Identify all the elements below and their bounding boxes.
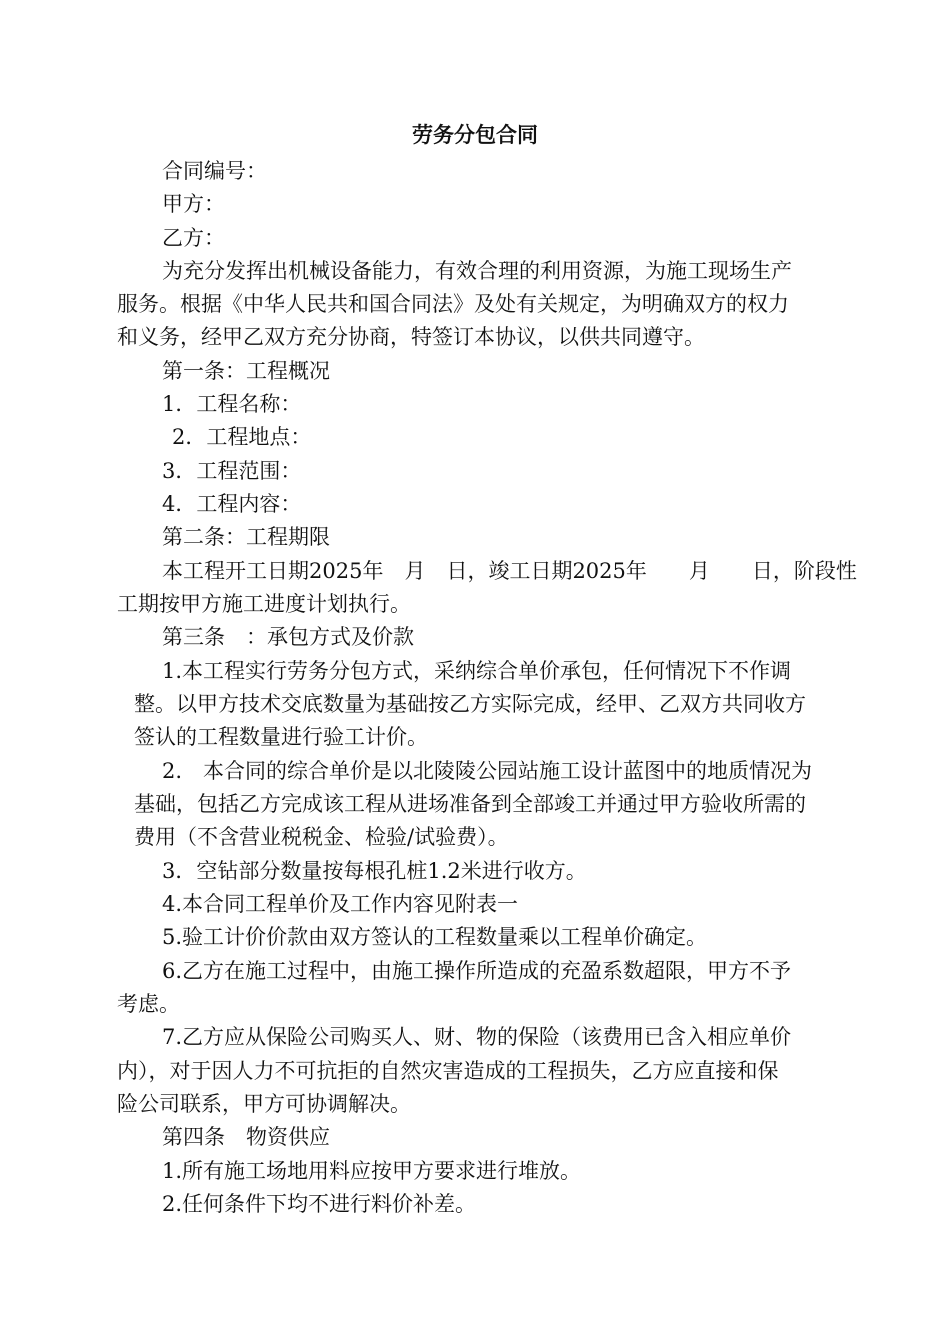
clause-3-2-line-3: 费用（不含营业税税金、检验/试验费）。 bbox=[134, 825, 509, 849]
preamble-line-2: 服务。根据《中华人民共和国合同法》及处有关规定，为明确双方的权力 bbox=[117, 292, 789, 316]
duration-line-1: 本工程开工日期2025年 月 日，竣工日期2025年 月 日，阶段性 bbox=[162, 559, 857, 583]
clause-3-3: 3．空钻部分数量按每根孔桩1.2米进行收方。 bbox=[162, 859, 587, 883]
article-4-heading: 第四条 物资供应 bbox=[162, 1125, 330, 1149]
clause-3-1-line-1: 1.本工程实行劳务分包方式，采纳综合单价承包，任何情况下不作调 bbox=[162, 659, 792, 683]
contract-number-line: 合同编号： bbox=[162, 159, 267, 183]
clause-3-6-line-1: 6.乙方在施工过程中，由施工操作所造成的充盈系数超限，甲方不予 bbox=[162, 959, 792, 983]
article-2-heading: 第二条：工程期限 bbox=[162, 525, 330, 549]
clause-3-1-line-2: 整。以甲方技术交底数量为基础按乙方实际完成，经甲、乙双方共同收方 bbox=[134, 692, 806, 716]
clause-3-7-line-3: 险公司联系，甲方可协调解决。 bbox=[117, 1092, 411, 1116]
project-name-line: 1．工程名称： bbox=[162, 392, 302, 416]
project-location-line: 2．工程地点： bbox=[172, 425, 312, 449]
clause-3-5: 5.验工计价价款由双方签认的工程数量乘以工程单价确定。 bbox=[162, 925, 708, 949]
clause-3-7-line-2: 内），对于因人力不可抗拒的自然灾害造成的工程损失，乙方应直接和保 bbox=[117, 1059, 779, 1083]
clause-3-2-line-2: 基础，包括乙方完成该工程从进场准备到全部竣工并通过甲方验收所需的 bbox=[134, 792, 806, 816]
clause-3-6-line-2: 考虑。 bbox=[117, 992, 180, 1016]
clause-3-2-line-1: 2. 本合同的综合单价是以北陵陵公园站施工设计蓝图中的地质情况为 bbox=[162, 759, 813, 783]
project-content-line: 4．工程内容： bbox=[162, 492, 302, 516]
clause-4-1: 1.所有施工场地用料应按甲方要求进行堆放。 bbox=[162, 1159, 582, 1183]
duration-line-2: 工期按甲方施工进度计划执行。 bbox=[117, 592, 411, 616]
article-1-heading: 第一条：工程概况 bbox=[162, 359, 330, 383]
clause-3-4: 4.本合同工程单价及工作内容见附表一 bbox=[162, 892, 519, 916]
clause-4-2: 2.任何条件下均不进行料价补差。 bbox=[162, 1192, 477, 1216]
article-3-heading: 第三条 ：承包方式及价款 bbox=[162, 625, 414, 649]
preamble-line-3: 和义务，经甲乙双方充分协商，特签订本协议，以供共同遵守。 bbox=[117, 325, 705, 349]
party-a-line: 甲方： bbox=[162, 192, 225, 216]
clause-3-7-line-1: 7.乙方应从保险公司购买人、财、物的保险（该费用已含入相应单价 bbox=[162, 1025, 792, 1049]
party-b-line: 乙方： bbox=[162, 226, 225, 250]
preamble-line-1: 为充分发挥出机械设备能力，有效合理的利用资源，为施工现场生产 bbox=[162, 259, 792, 283]
project-scope-line: 3．工程范围： bbox=[162, 459, 302, 483]
document-title: 劳务分包合同 bbox=[412, 122, 538, 147]
clause-3-1-line-3: 签认的工程数量进行验工计价。 bbox=[134, 725, 428, 749]
